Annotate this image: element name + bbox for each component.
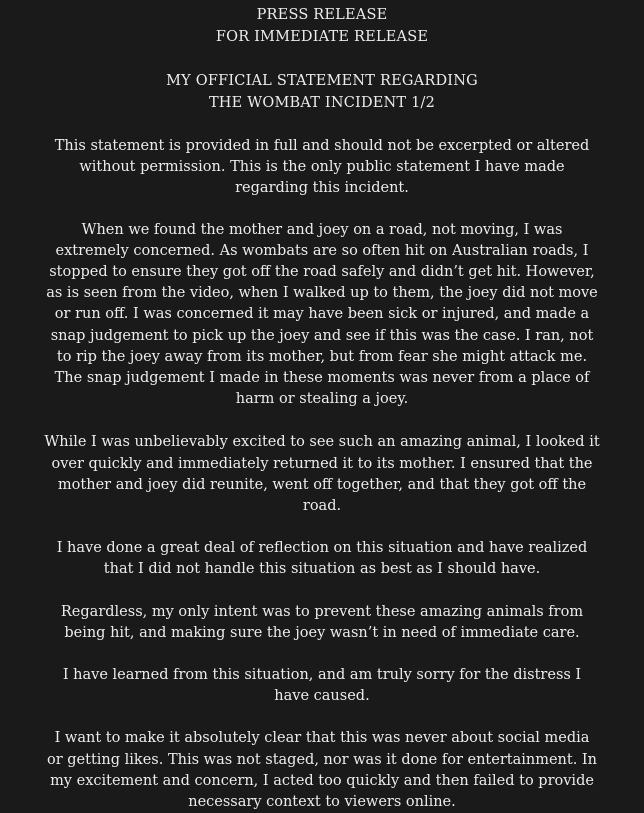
paragraph-apology	[10, 665, 634, 707]
paragraph-line: regarding this incident.	[235, 180, 409, 197]
title-line: THE WOMBAT INCIDENT 1/2	[208, 95, 436, 111]
paragraph-line: I have learned from this situation, and am truly sorry for the distress I	[62, 667, 582, 684]
paragraph-line: my excitement and concern, I acted too quickly and then failed to provide	[50, 772, 594, 789]
release-header	[10, 4, 634, 48]
paragraph-line: This statement is provided in full and should not be excerpted or altered	[54, 138, 590, 154]
paragraph-line: that I did not handle this situation as best as I should have.	[103, 561, 541, 578]
press-release-label: PRESS RELEASE	[256, 7, 388, 23]
immediate-release-label: FOR IMMEDIATE RELEASE	[215, 29, 429, 45]
paragraph-line: have caused.	[274, 688, 370, 705]
paragraph-line: being hit, and making sure the joey wasn’t in need of immediate care.	[64, 624, 580, 641]
paragraph-line: over quickly and immediately returned it to its mother. I ensured that the	[51, 455, 593, 472]
paragraph-line: mother and joey did reunite, went off together, and that they got off the	[57, 476, 587, 493]
paragraph-line: to rip the joey away from its mother, but from fear she might attack me.	[56, 348, 588, 365]
paragraph-line: as is seen from the video, when I walked up to them, the joey did not move	[46, 285, 598, 302]
paragraph-intent	[10, 602, 634, 644]
paragraph-line: extremely concerned. As wombats are so often hit on Australian roads, I	[55, 242, 589, 259]
paragraph-line: harm or stealing a joey.	[235, 391, 409, 408]
paragraph-disclaimer	[10, 136, 634, 200]
paragraph-line: While I was unbelievably excited to see such an amazing animal, I looked it	[44, 434, 600, 451]
paragraph-social-media	[10, 728, 634, 813]
paragraph-line: I want to make it absolutely clear that this was never about social media	[54, 730, 590, 747]
paragraph-line: road.	[302, 498, 342, 515]
title-line: MY OFFICIAL STATEMENT REGARDING	[166, 73, 478, 89]
paragraph-line: without permission. This is the only public statement I have made	[79, 159, 565, 176]
paragraph-account	[10, 220, 634, 411]
paragraph-line: Regardless, my only intent was to prevent these amazing animals from	[60, 603, 584, 620]
paragraph-line: When we found the mother and joey on a road, not moving, I was	[81, 221, 563, 238]
paragraph-return	[10, 432, 634, 517]
paragraph-line: The snap judgement I made in these moments was never from a place of	[54, 370, 590, 387]
paragraph-line: or getting likes. This was not staged, nor was it done for entertainment. In	[47, 751, 597, 768]
paragraph-line: snap judgement to pick up the joey and see if this was the case. I ran, not	[50, 327, 594, 344]
statement-title	[10, 70, 634, 114]
paragraph-line: necessary context to viewers online.	[188, 794, 456, 811]
paragraph-line: or run off. I was concerned it may have been sick or injured, and made a	[54, 306, 590, 323]
paragraph-line: stopped to ensure they got off the road safely and didn’t get hit. However,	[49, 264, 595, 281]
paragraph-line: I have done a great deal of reflection on this situation and have realized	[56, 540, 588, 557]
paragraph-reflection	[10, 538, 634, 580]
